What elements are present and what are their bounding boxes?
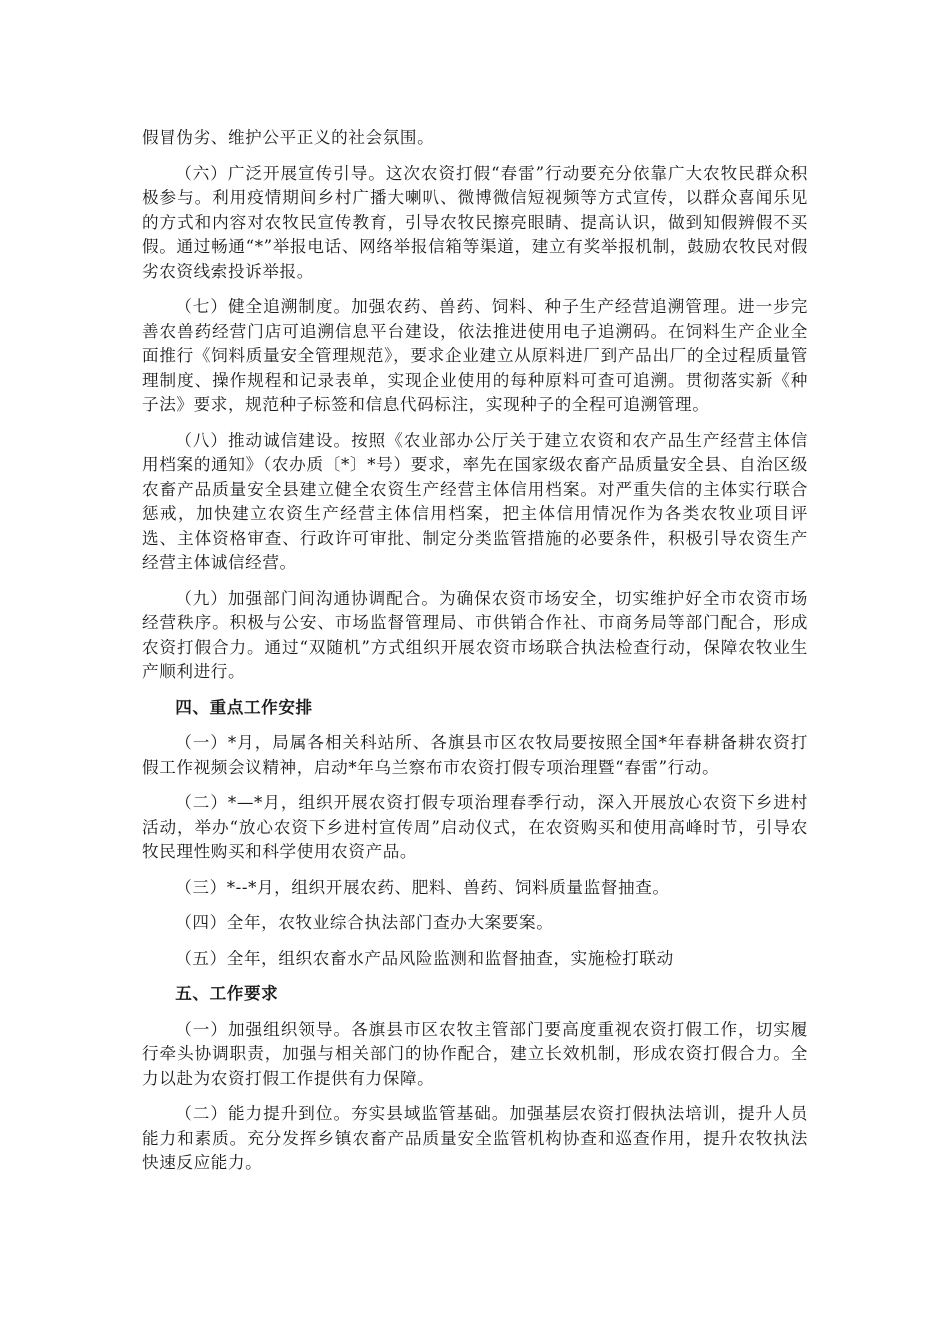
paragraph-traceability: （七）健全追溯制度。加强农药、兽药、饲料、种子生产经营追溯管理。进一步完善农兽药经营门店可追溯信息平台建设，依法推进使用电子追溯码。在饲料生产企业全面推行《饲料质量安全管理规范》，要求企业建立从原料进厂到产品出厂的全过程质量管理制度、操作规程和记录表单，实现企业使用的每种原料可查可追溯。贯彻落实新《种子法》要求，规范种子标签和信息代码标注，实现种子的全程可追溯管理。 [142,297,808,414]
paragraph-coordination: （九）加强部门间沟通协调配合。为确保农资市场安全，切实维护好全市农资市场经营秩序。积极与公安、市场监督管理局、市供销合作社、市商务局等部门配合，形成农资打假合力。通过“双随机”方式组织开展农资市场联合执法检查行动，保障农牧业生产顺利进行。 [142,588,808,681]
section-heading-requirements: 五、工作要求 [175,984,279,1003]
paragraph-continuation: 假冒伪劣、维护公平正义的社会氛围。 [142,128,435,147]
paragraph-schedule-2: （二）*—*月，组织开展农资打假专项治理春季行动，深入开展放心农资下乡进村活动，举办“放心农资下乡进村宣传周”启动仪式，在农资购买和使用高峰时节，引导农牧民理性购买和科学使用农资产品。 [142,793,808,861]
paragraph-schedule-5: （五）全年，组织农畜水产品风险监测和监督抽查，实施检打联动 [175,948,674,968]
paragraph-schedule-4: （四）全年，农牧业综合执法部门查办大案要案。 [175,913,554,932]
paragraph-schedule-1: （一）*月，局属各相关科站所、各旗县市区农牧局要按照全国*年春耕备耕农资打假工作视频会议精神，启动*年乌兰察布市农资打假专项治理暨“春雷”行动。 [142,733,808,777]
paragraph-schedule-3: （三）*--*月，组织开展农药、肥料、兽药、饲料质量监督抽查。 [175,877,670,897]
paragraph-requirement-1: （一）加强组织领导。各旗县市区农牧主管部门要高度重视农资打假工作，切实履行牵头协调职责，加强与相关部门的协作配合，建立长效机制，形成农资打假合力。全力以赴为农资打假工作提供有力保障。 [142,1019,808,1088]
document-page [142,126,808,1187]
paragraph-requirement-2: （二）能力提升到位。夯实县域监管基础。加强基层农资打假执法培训，提升人员能力和素质。充分发挥乡镇农畜产品质量安全监管机构协查和巡查作用，提升农牧执法快速反应能力。 [142,1104,808,1172]
section-heading-schedule: 四、重点工作安排 [175,697,313,717]
paragraph-publicity: （六）广泛开展宣传引导。这次农资打假“春雷”行动要充分依靠广大农牧民群众积极参与。利用疫情期间乡村广播大喇叭、微博微信短视频等方式宣传，以群众喜闻乐见的方式和内容对农牧民宣传教育，引导农牧民擦亮眼睛、提高认识，做到知假辨假不买假。通过畅通“*”举报电话、网络举报信箱等渠道，建立有奖举报机制，鼓励农牧民对假劣农资线索投诉举报。 [142,163,808,281]
paragraph-integrity: （八）推动诚信建设。按照《农业部办公厅关于建立农资和农产品生产经营主体信用档案的通知》（农办质〔*〕*号）要求，率先在国家级农畜产品质量安全县、自治区级农畜产品质量安全县建立健全农资生产经营主体信用档案。对严重失信的主体实行联合惩戒，加快建立农资生产经营主体信用档案，把主体信用情况作为各类农牧业项目评选、主体资格审查、行政许可审批、制定分类监管措施的必要条件，积极引导农资生产经营主体诚信经营。 [142,430,808,572]
